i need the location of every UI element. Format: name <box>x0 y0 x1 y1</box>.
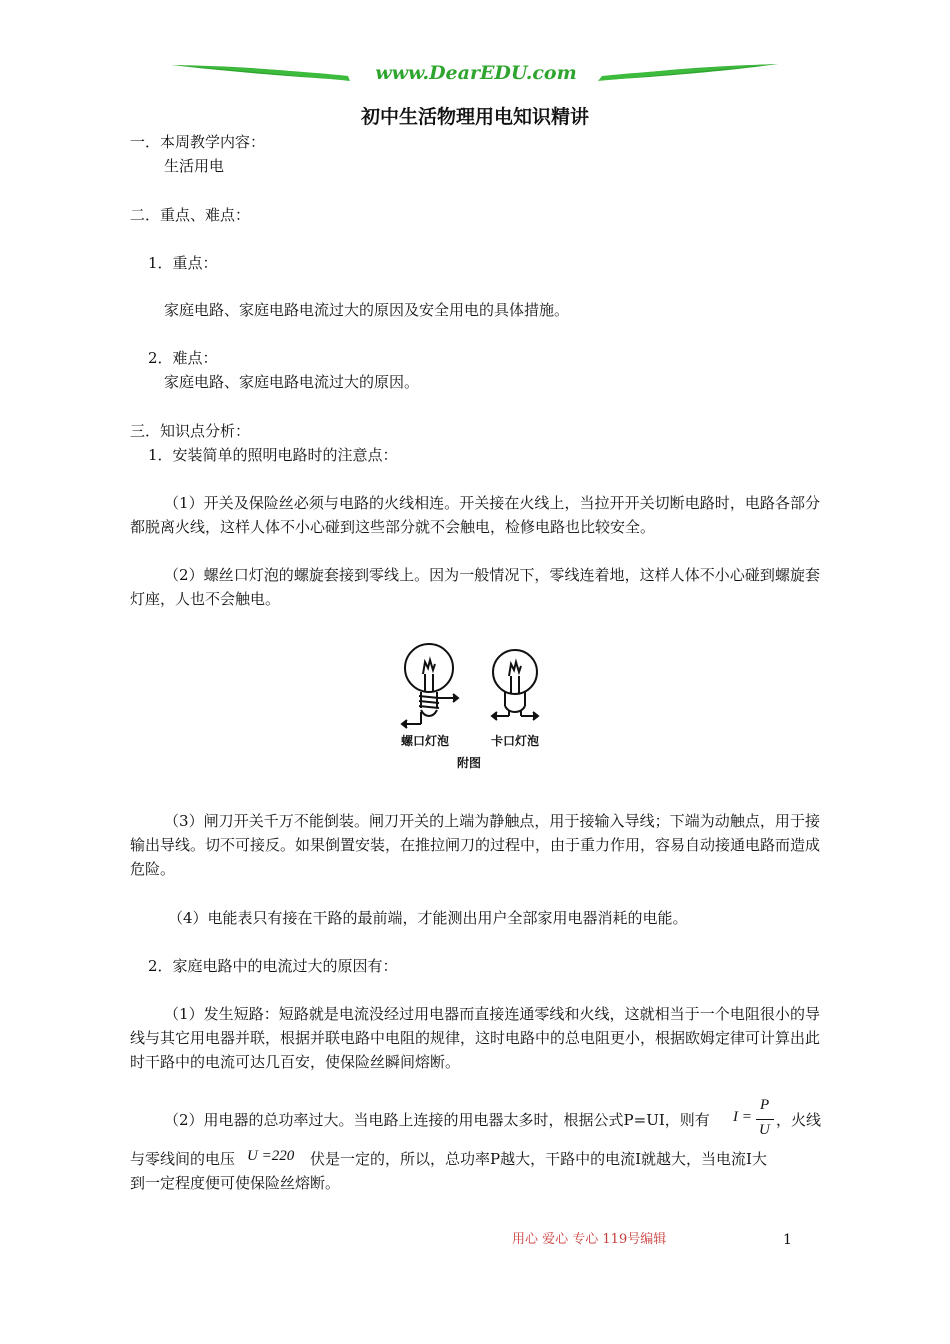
fraction-bar <box>756 1119 774 1120</box>
cause-2-line-1: （2）用电器的总功率过大。当电路上连接的用电器太多时，根据公式P=UI，则有 <box>164 1111 710 1129</box>
section-2-heading: 二．重点、难点： <box>130 206 251 224</box>
bayonet-bulb-drawing <box>492 650 538 720</box>
cause-2-line-2-end: 伏是一定的，所以，总功率P越大，干路中的电流I就越大，当电流I大 <box>310 1150 767 1168</box>
subsection-1-heading: 1．安装简单的照明电路时的注意点： <box>148 446 398 464</box>
screw-bulb-label: 螺口灯泡 <box>401 734 450 748</box>
difficult-points-text: 家庭电路、家庭电路电流过大的原因。 <box>164 373 420 391</box>
cause-2-line-2-start: 与零线间的电压 <box>130 1150 236 1168</box>
cause-2-line-3: 到一定程度便可使保险丝熔断。 <box>130 1174 341 1192</box>
page-number: 1 <box>783 1232 792 1248</box>
header-banner <box>170 56 780 92</box>
note-1-paragraph: （1）开关及保险丝必须与电路的火线相连。开关接在火线上，当拉开开关切断电路时，电路各部分都脱离火线，这样人体不小心碰到这些部分就不会触电，检修电路也比较安全。 <box>130 494 820 536</box>
cause-2-line-1-end: ，火线 <box>776 1111 822 1129</box>
note-4-paragraph: （4）电能表只有接在干路的最前端，才能测出用户全部家用电器消耗的电能。 <box>168 909 688 927</box>
cause-1-paragraph: （1）发生短路：短路就是电流没经过用电器而直接连通零线和火线，这就相当于一个电阻很小的导线与其它用电器并联，根据并联电路中电阻的规律，这时电路中的总电阻更小，根据欧姆定律可计算出此时干路中的电流可达几百安，使保险丝瞬间熔断。 <box>130 1005 821 1071</box>
bulb-figure <box>395 638 555 778</box>
bulb-diagram <box>395 638 555 738</box>
key-points-heading: 1．重点： <box>148 254 218 272</box>
footer-text: 用心 爱心 专心 119号编辑 <box>512 1232 667 1247</box>
site-logo-text: www.DearEDU.com <box>375 62 577 84</box>
formula-denominator: U <box>759 1122 770 1138</box>
subsection-2-heading: 2．家庭电路中的电流过大的原因有： <box>148 957 398 975</box>
section-3-heading: 三．知识点分析： <box>130 422 251 440</box>
difficult-points-heading: 2．难点： <box>148 349 218 367</box>
note-2-paragraph: （2）螺丝口灯泡的螺旋套接到零线上。因为一般情况下，零线连着地，这样人体不小心碰到螺旋套灯座，人也不会触电。 <box>130 566 820 608</box>
figure-caption: 附图 <box>457 756 482 770</box>
formula-voltage: U =220 <box>247 1148 295 1164</box>
formula-numerator: P <box>760 1097 770 1113</box>
note-3-paragraph: （3）闸刀开关千万不能倒装。闸刀开关的上端为静触点，用于接输入导线；下端为动触点，用于接输出导线。切不可接反。如果倒置安装，在推拉闸刀的过程中，由于重力作用，容易自动接通电路而造成危险。 <box>130 812 821 878</box>
bayonet-bulb-label: 卡口灯泡 <box>491 734 540 748</box>
screw-bulb-drawing <box>402 644 458 728</box>
section-1-heading: 一．本周教学内容： <box>130 133 266 151</box>
section-1-content: 生活用电 <box>164 157 225 175</box>
page-title: 初中生活物理用电知识精讲 <box>360 106 589 128</box>
formula-i-equals: I = <box>733 1109 752 1125</box>
key-points-text: 家庭电路、家庭电路电流过大的原因及安全用电的具体措施。 <box>164 301 570 319</box>
